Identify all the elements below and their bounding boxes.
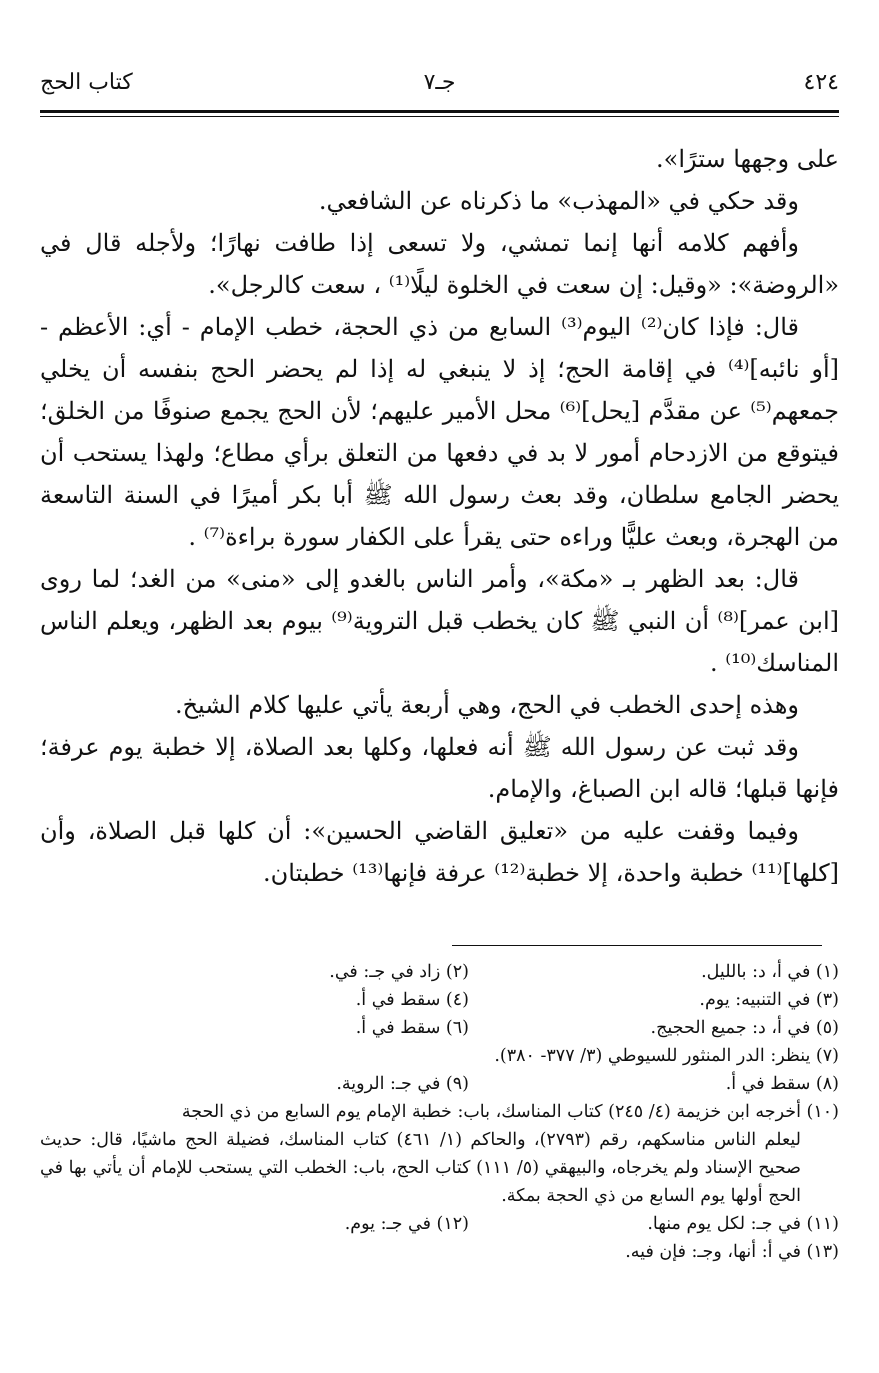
paragraph: قال: بعد الظهر بـ «مكة»، وأمر الناس بالغدو إلى «منى» من الغد؛ لما روى [ابن عمر]⁽⁸⁾ أن النبي ﷺ كان يخطب قبل التروية⁽⁹⁾ بيوم بعد الظهر، ويعلم الناس المناسك⁽¹⁰⁾ . bbox=[40, 565, 839, 677]
footnote-6: (٦) سقط في أ. bbox=[355, 1018, 469, 1038]
footnote-separator bbox=[452, 945, 822, 946]
main-text bbox=[40, 138, 839, 894]
volume-label: جـ٧ bbox=[423, 70, 456, 95]
paragraph: على وجهها سترًا». bbox=[656, 145, 839, 173]
footnote-row bbox=[40, 958, 839, 986]
paragraph: وقد ثبت عن رسول الله ﷺ أنه فعلها، وكلها بعد الصلاة، إلا خطبة يوم عرفة؛ فإنها قبلها؛ قاله ابن الصباغ، والإمام. bbox=[40, 733, 839, 803]
footnote-2: (٢) زاد في جـ: في. bbox=[329, 962, 469, 982]
footnote-3: (٣) في التنبيه: يوم. bbox=[699, 990, 839, 1010]
footnote-1: (١) في أ، د: بالليل. bbox=[701, 962, 839, 982]
book-title: كتاب الحج bbox=[40, 70, 133, 95]
footnote-9: (٩) في جـ: الروية. bbox=[336, 1074, 469, 1094]
page-number: ٤٢٤ bbox=[803, 70, 839, 95]
footnote-5: (٥) في أ، د: جميع الحجيج. bbox=[650, 1018, 839, 1038]
paragraph: وفيما وقفت عليه من «تعليق القاضي الحسين»: أن كلها قبل الصلاة، وأن [كلها]⁽¹¹⁾ خطبة واحدة، إلا خطبة⁽¹²⁾ عرفة فإنها⁽¹³⁾ خطبتان. bbox=[40, 817, 839, 887]
page-header bbox=[40, 66, 839, 106]
footnote-4: (٤) سقط في أ. bbox=[355, 990, 469, 1010]
paragraph: وقد حكي في «المهذب» ما ذكرناه عن الشافعي. bbox=[318, 187, 799, 215]
header-rule-thick bbox=[40, 110, 839, 113]
footnote-10: (١٠) أخرجه ابن خزيمة (٤/ ٢٤٥) كتاب المناسك، باب: خطبة الإمام يوم السابع من ذي الحجة bbox=[181, 1102, 839, 1122]
footnote-row bbox=[40, 1070, 839, 1098]
footnotes bbox=[40, 958, 839, 1266]
paragraph: وهذه إحدى الخطب في الحج، وهي أربعة يأتي عليها كلام الشيخ. bbox=[174, 691, 799, 719]
footnote-12: (١٢) في جـ: يوم. bbox=[344, 1214, 469, 1234]
footnote-row bbox=[40, 986, 839, 1014]
footnote-7: (٧) ينظر: الدر المنثور للسيوطي (٣/ ٣٧٧- ٣٨٠). bbox=[494, 1046, 839, 1066]
footnote-row bbox=[40, 1098, 839, 1126]
footnote-row bbox=[40, 1014, 839, 1042]
paragraph: وأفهم كلامه أنها إنما تمشي، ولا تسعى إذا طافت نهارًا؛ ولأجله قال في «الروضة»: «وقيل: إن سعت في الخلوة ليلًا⁽¹⁾ ، سعت كالرجل». bbox=[40, 229, 839, 299]
footnote-row bbox=[40, 1238, 839, 1266]
footnote-8: (٨) سقط في أ. bbox=[725, 1074, 839, 1094]
footnote-11: (١١) في جـ: لكل يوم منها. bbox=[647, 1214, 839, 1234]
header-rule-thin bbox=[40, 116, 839, 117]
paragraph: قال: فإذا كان⁽²⁾ اليوم⁽³⁾ السابع من ذي الحجة، خطب الإمام - أي: الأعظم - [أو نائبه]⁽⁴⁾ في إقامة الحج؛ إذ لا ينبغي له إذا لم يحضر الحج بنفسه أن يخلي جمعهم⁽⁵⁾ عن مقدَّم [يحل]⁽⁶⁾ محل الأمير عليهم؛ لأن الحج يجمع صنوفًا من الخلق؛ فيتوقع من الازدحام أمور لا بد في دفعها من التعلق برأي مطاع؛ ولهذا يستحب أن يحضر الجامع سلطان، وقد بعث رسول الله ﷺ أبا بكر أميرًا في السنة التاسعة من الهجرة، وبعث عليًّا وراءه حتى يقرأ على الكفار سورة براءة⁽⁷⁾ . bbox=[40, 313, 839, 551]
footnote-10-continuation: ليعلم الناس مناسكهم، رقم (٢٧٩٣)، والحاكم (١/ ٤٦١) كتاب المناسك، فضيلة الحج ماشيًا، قال: حديث صحيح الإسناد ولم يخرجاه، والبيهقي (٥/ ١١١) كتاب الحج، باب: الخطب التي يستحب للإمام أن يأتي بها في الحج أولها يوم السابع من ذي الحجة بمكة. bbox=[40, 1130, 801, 1206]
footnote-row bbox=[40, 1210, 839, 1238]
footnote-13: (١٣) في أ: أنها، وجـ: فإن فيه. bbox=[625, 1242, 839, 1262]
footnote-row bbox=[40, 1042, 839, 1070]
